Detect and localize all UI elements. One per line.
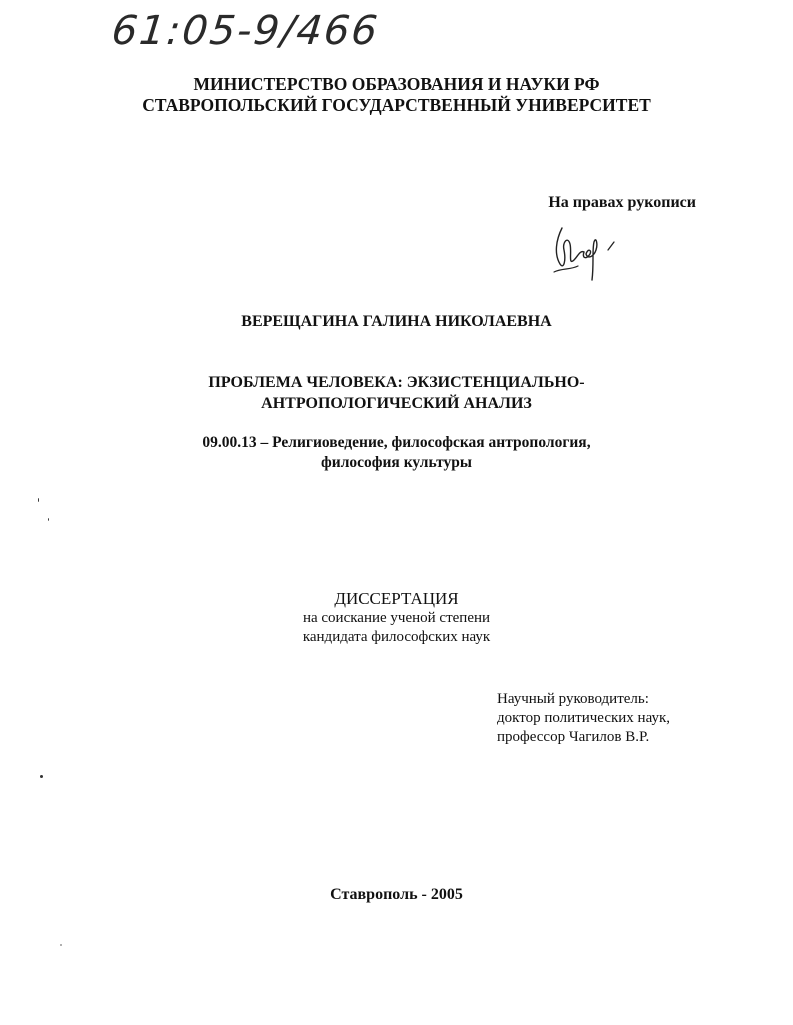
ministry-line-1: МИНИСТЕРСТВО ОБРАЗОВАНИЯ И НАУКИ РФ (193, 74, 600, 94)
scan-speck (48, 518, 49, 521)
ministry-header (0, 74, 793, 116)
ministry-line-2: СТАВРОПОЛЬСКИЙ ГОСУДАРСТВЕННЫЙ УНИВЕРСИТЕТ (142, 95, 651, 115)
specialty-line-1: 09.00.13 – Религиоведение, философская антропология, (202, 434, 591, 451)
scan-speck (38, 498, 39, 502)
archive-stamp: 61:05-9/466 (109, 8, 382, 54)
degree-line-1: на соискание ученой степени (302, 610, 491, 626)
scientific-supervisor (497, 690, 757, 747)
author-name: ВЕРЕЩАГИНА ГАЛИНА НИКОЛАЕВНА (241, 313, 552, 330)
scan-speck (60, 944, 62, 946)
city-year: Ставрополь - 2005 (330, 886, 463, 903)
degree-line-2: кандидата философских наук (302, 628, 491, 645)
dissertation-heading: ДИССЕРТАЦИЯ (334, 589, 459, 608)
handwritten-signature (548, 220, 628, 290)
title-line-1: ПРОБЛЕМА ЧЕЛОВЕКА: ЭКЗИСТЕНЦИАЛЬНО- (208, 374, 585, 391)
dissertation-title (0, 372, 793, 414)
title-line-2: АНТРОПОЛОГИЧЕСКИЙ АНАЛИЗ (261, 395, 532, 412)
scan-speck (40, 775, 43, 778)
dissertation-degree (0, 609, 793, 646)
supervisor-line-3: профессор Чагилов В.Р. (497, 729, 650, 745)
specialty (0, 433, 793, 473)
supervisor-line-2: доктор политических наук, (497, 710, 671, 726)
specialty-line-2: философия культуры (321, 454, 472, 471)
supervisor-line-1: Научный руководитель: (497, 691, 649, 707)
manuscript-rights: На правах рукописи (548, 194, 696, 211)
